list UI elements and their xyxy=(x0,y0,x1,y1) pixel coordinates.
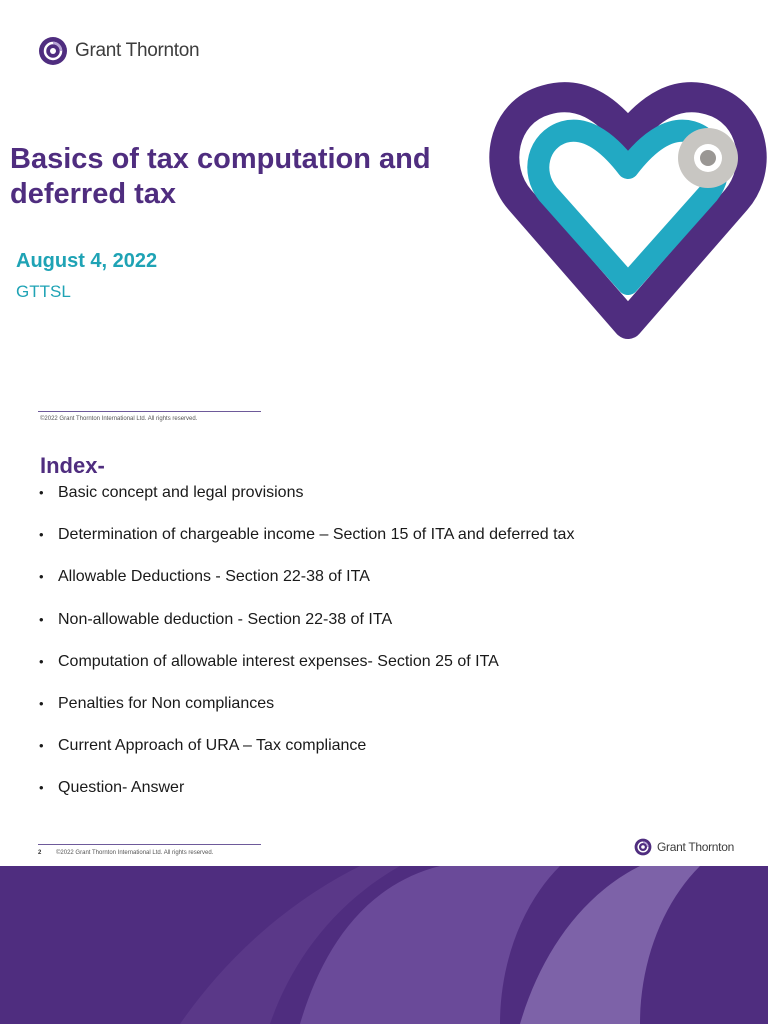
presentation-date: August 4, 2022 xyxy=(16,250,158,272)
heart-graphic-icon xyxy=(488,62,768,342)
purple-banner xyxy=(0,866,768,1024)
list-item: • Determination of chargeable income – Section 15 of ITA and deferred tax xyxy=(38,524,574,566)
footer-divider xyxy=(38,844,261,845)
bullet-icon: • xyxy=(39,569,44,585)
list-item: • Allowable Deductions - Section 22-38 of ITA xyxy=(38,566,574,608)
grant-thornton-logo xyxy=(634,838,734,856)
list-item: • Penalties for Non compliances xyxy=(38,693,574,735)
footer-divider xyxy=(38,411,261,412)
bullet-icon: • xyxy=(39,780,44,796)
banner-background xyxy=(0,866,768,1024)
organization-name: GTTSL xyxy=(16,282,71,301)
brand-name: Grant Thornton xyxy=(657,840,734,854)
list-item: • Basic concept and legal provisions xyxy=(38,482,574,524)
grant-thornton-logo-icon xyxy=(634,838,652,856)
copyright-text: ©2022 Grant Thornton International Ltd. All rights reserved. xyxy=(56,850,214,856)
list-item: • Computation of allowable interest expenses- Section 25 of ITA xyxy=(38,651,574,693)
presentation-title: Basics of tax computation and deferred tax xyxy=(10,143,431,210)
copyright-text: ©2022 Grant Thornton International Ltd. All rights reserved. xyxy=(40,416,198,422)
bullet-icon: • xyxy=(39,653,44,669)
bullet-icon: • xyxy=(39,695,44,711)
index-slide xyxy=(0,432,768,866)
page-number: 2 xyxy=(38,850,42,856)
index-list xyxy=(38,482,574,820)
index-heading: Index- xyxy=(40,453,105,478)
grant-thornton-logo xyxy=(38,36,199,66)
list-item: • Non-allowable deduction - Section 22-38 of ITA xyxy=(38,609,574,651)
list-item: • Question- Answer xyxy=(38,777,574,819)
bullet-icon: • xyxy=(39,611,44,627)
bullet-icon: • xyxy=(39,738,44,754)
brand-name: Grant Thornton xyxy=(75,40,200,61)
list-item: • Current Approach of URA – Tax compliance xyxy=(38,735,574,777)
title-slide xyxy=(0,0,768,432)
bullet-icon: • xyxy=(39,527,44,543)
grant-thornton-logo-icon xyxy=(38,36,68,66)
bullet-icon: • xyxy=(39,485,44,500)
